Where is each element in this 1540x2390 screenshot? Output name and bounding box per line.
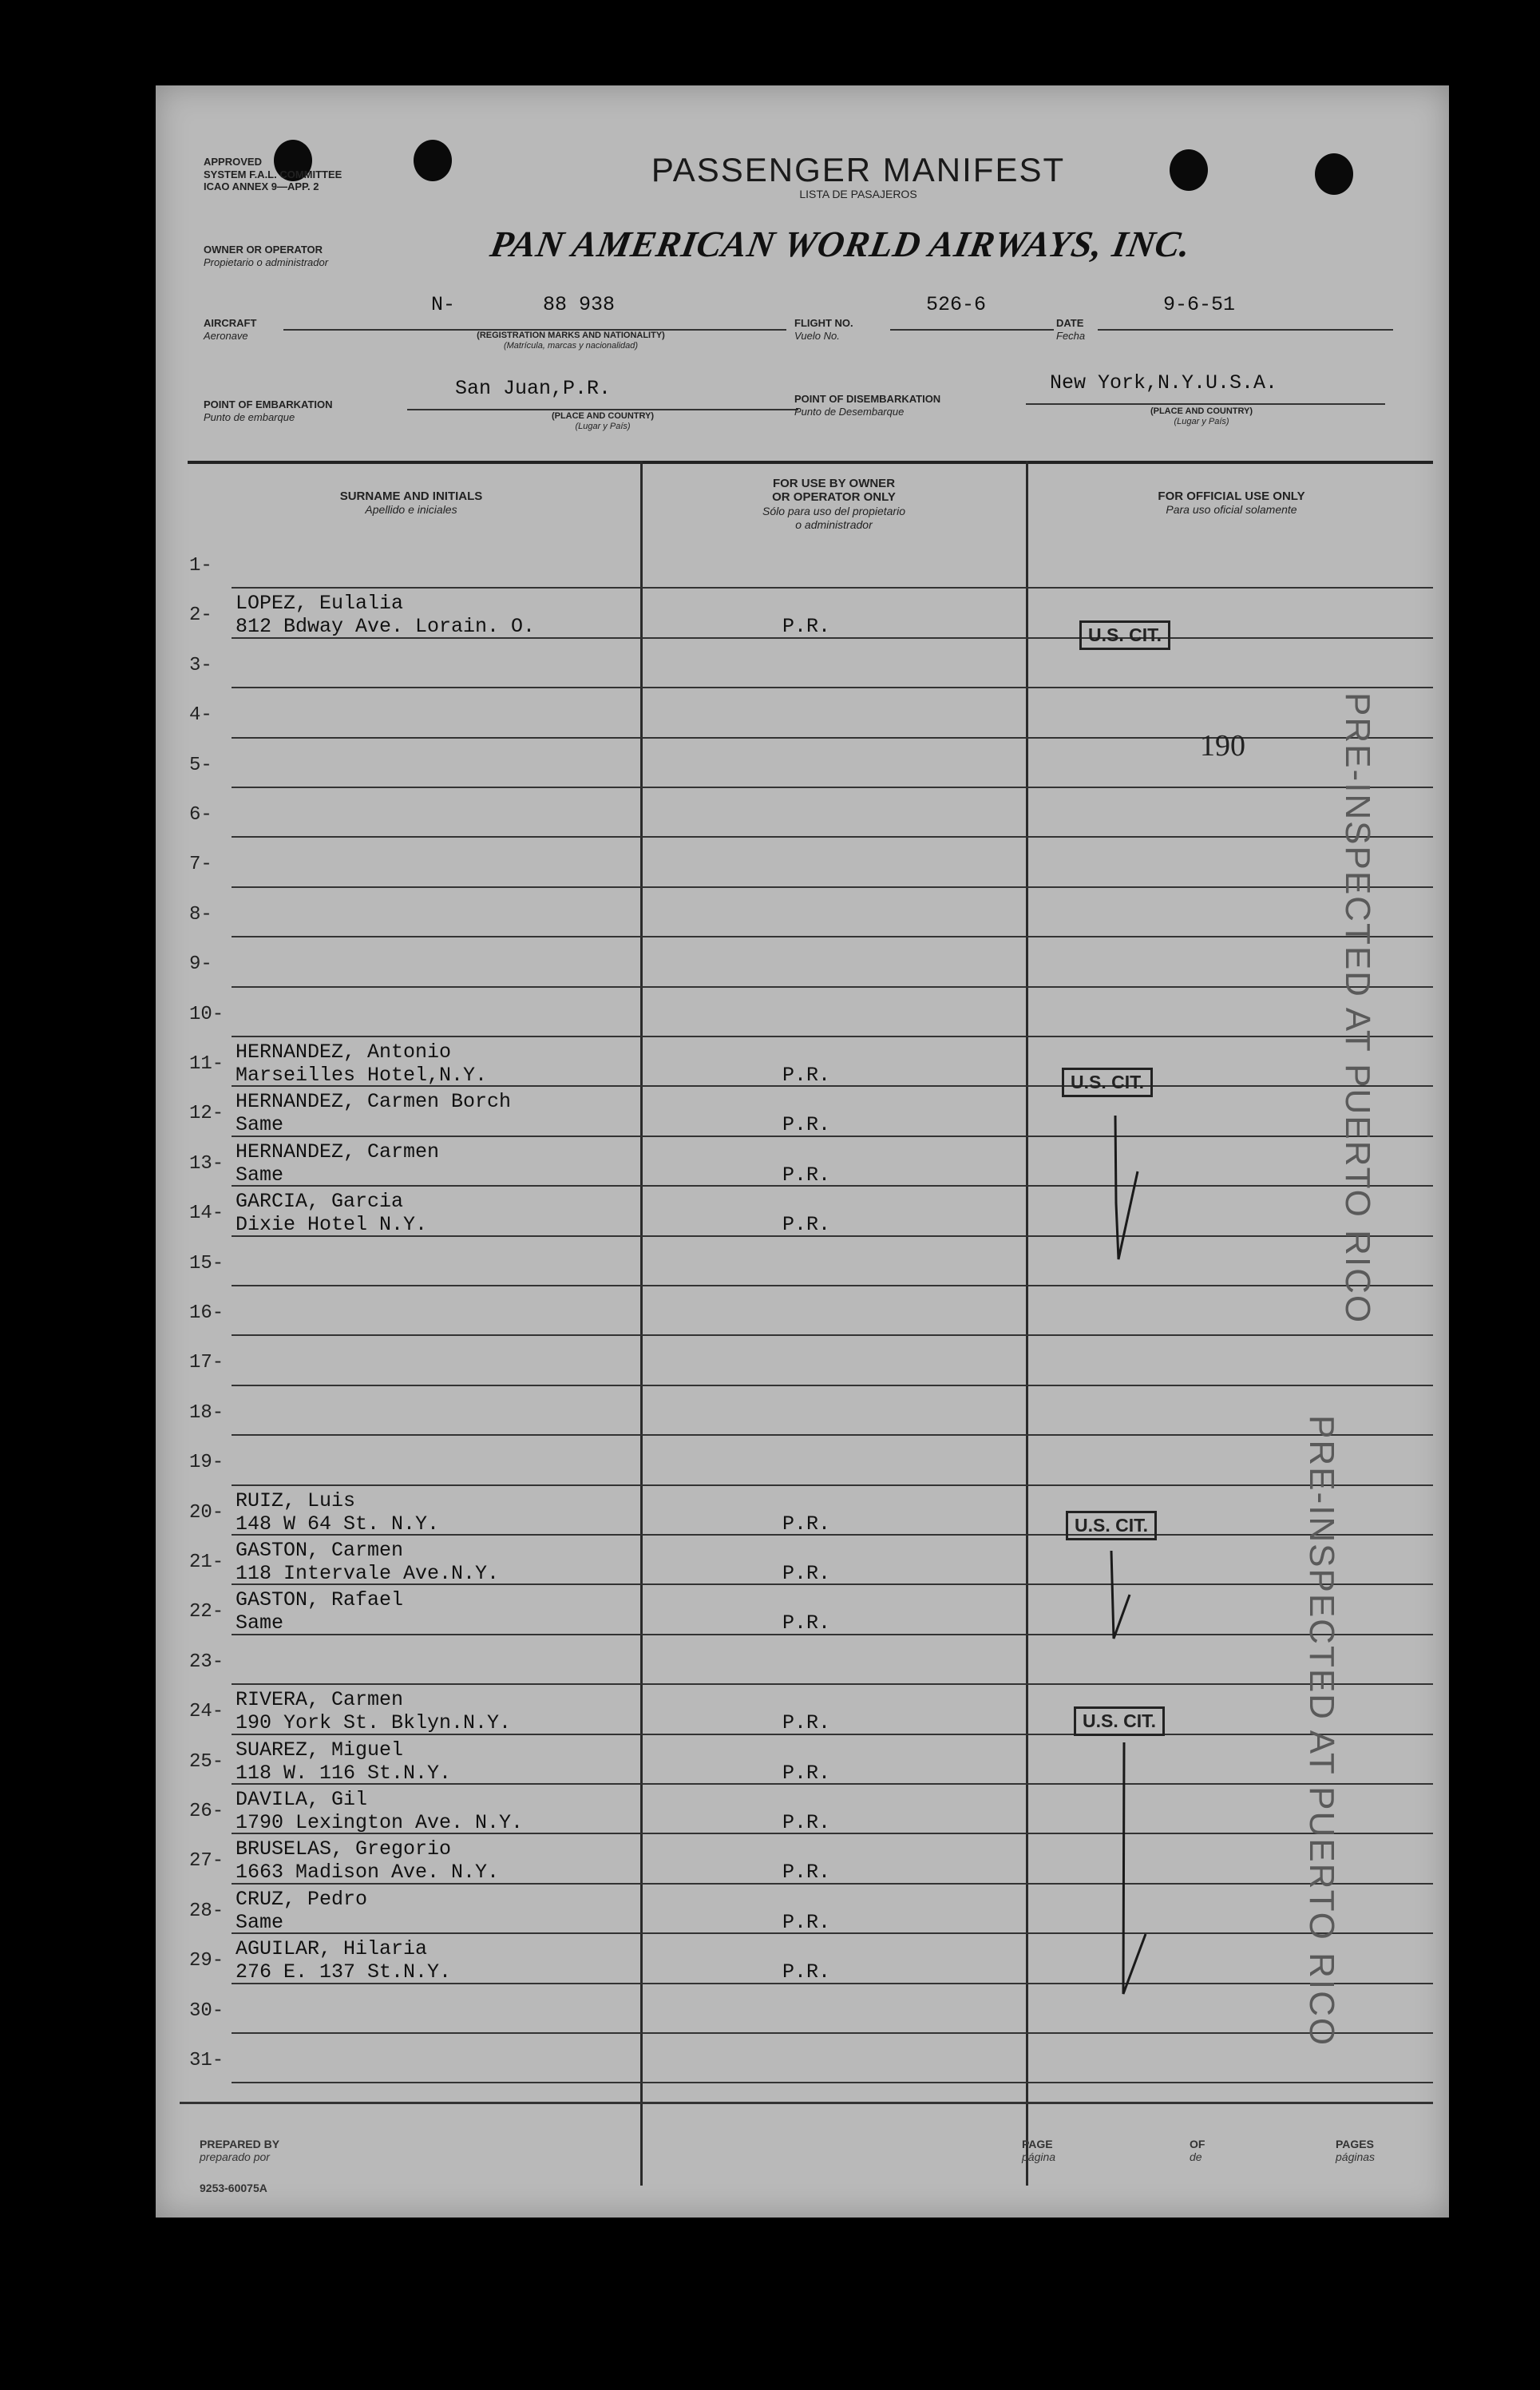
embark-value: San Juan,P.R. <box>455 377 612 400</box>
embark-caption <box>507 411 699 432</box>
passenger-address: 276 E. 137 St.N.Y. <box>236 1960 452 1984</box>
row-rule <box>232 1932 1433 1934</box>
embark-caption-text: (PLACE AND COUNTRY) <box>551 411 655 421</box>
passenger-name: RUIZ, Luis <box>236 1488 356 1512</box>
operator-code: P.R. <box>782 1064 831 1087</box>
approval-line-3: ICAO ANNEX 9—APP. 2 <box>204 180 319 193</box>
us-citizen-stamp-4: U.S. CIT. <box>1074 1706 1165 1736</box>
embarkation-label <box>204 398 333 423</box>
passenger-address: 118 Intervale Ave.N.Y. <box>236 1562 500 1585</box>
operator-code: P.R. <box>782 1213 831 1237</box>
approval-line-1: APPROVED <box>204 156 262 168</box>
row-rule <box>232 1434 1433 1436</box>
passenger-address: Marseilles Hotel,N.Y. <box>236 1064 488 1087</box>
passenger-name: LOPEZ, Eulalia <box>236 592 404 616</box>
row-rule <box>232 1634 1433 1635</box>
pages-label <box>1336 2138 1375 2163</box>
row-number: 28- <box>189 1900 224 1922</box>
of-label <box>1190 2138 1205 2163</box>
row-number: 7- <box>189 854 212 876</box>
registration-caption-es: (Matrícula, marcas y nacionalidad) <box>503 341 639 351</box>
column-divider-1 <box>640 461 643 2186</box>
row-rule <box>232 1334 1433 1336</box>
footer-rule <box>180 2102 1433 2104</box>
col2-header-line1: FOR USE BY OWNER <box>772 477 896 490</box>
passenger-address: 812 Bdway Ave. Lorain. O. <box>236 615 536 639</box>
row-rule <box>232 1285 1433 1286</box>
table-top-rule <box>188 461 1433 464</box>
disembark-caption <box>1106 406 1297 427</box>
aircraft-registration: 88 938 <box>543 293 616 316</box>
check-mark-1 <box>1115 1116 1138 1259</box>
row-number: 25- <box>189 1750 224 1773</box>
row-number: 5- <box>189 754 212 776</box>
operator-code: P.R. <box>782 1960 831 1984</box>
flight-label <box>794 317 853 342</box>
row-number: 13- <box>189 1152 224 1175</box>
passenger-name: HERNANDEZ, Carmen Borch <box>236 1090 512 1114</box>
embark-label-es: Punto de embarque <box>204 410 295 423</box>
row-number: 26- <box>189 1801 224 1822</box>
disembark-label-es: Punto de Desembarque <box>794 405 905 418</box>
col2-header-es2: o administrador <box>795 517 873 531</box>
column-header-owner <box>644 477 1023 532</box>
flight-underline <box>890 329 1054 331</box>
row-number: 27- <box>189 1850 224 1873</box>
registration-caption <box>395 331 746 351</box>
page-label-es: página <box>1022 2150 1056 2163</box>
col3-header-es: Para uso oficial solamente <box>1166 503 1297 517</box>
passenger-address: 148 W 64 St. N.Y. <box>236 1512 440 1536</box>
row-number: 9- <box>189 953 212 976</box>
punch-hole-2 <box>414 140 452 181</box>
row-number: 18- <box>189 1401 224 1424</box>
col1-header-es: Apellido e iniciales <box>365 503 457 517</box>
row-rule <box>232 936 1433 937</box>
check-mark-2 <box>1111 1551 1130 1639</box>
form-subtitle: LISTA DE PASAJEROS <box>799 188 917 200</box>
row-rule <box>232 737 1433 739</box>
row-number: 31- <box>189 2050 224 2071</box>
row-number: 14- <box>189 1203 224 1225</box>
row-number: 29- <box>189 1950 224 1972</box>
row-number: 24- <box>189 1701 224 1723</box>
passenger-address: Dixie Hotel N.Y. <box>236 1213 428 1237</box>
operator-code: P.R. <box>782 1811 831 1834</box>
aircraft-label-es: Aeronave <box>204 329 248 342</box>
operator-code: P.R. <box>782 1512 831 1536</box>
row-number: 6- <box>189 804 212 826</box>
pre-inspected-stamp-2: PRE-INSPECTED AT PUERTO RICO <box>1302 1415 1341 2047</box>
passenger-address: Same <box>236 1163 284 1187</box>
passenger-name: AGUILAR, Hilaria <box>236 1937 428 1961</box>
passenger-address: Same <box>236 1910 284 1934</box>
approval-note <box>204 156 411 193</box>
row-number: 15- <box>189 1252 224 1274</box>
punch-hole-3 <box>1170 149 1208 191</box>
row-number: 3- <box>189 654 212 676</box>
row-number: 16- <box>189 1302 224 1324</box>
embark-label-text: POINT OF EMBARKATION <box>204 398 333 410</box>
prepared-by-label: PREPARED BY <box>200 2138 280 2150</box>
row-rule <box>232 1185 1433 1187</box>
page-label-text: PAGE <box>1022 2138 1053 2150</box>
disembark-label-text: POINT OF DISEMBARKATION <box>794 393 941 405</box>
row-rule <box>232 836 1433 838</box>
row-number: 22- <box>189 1601 224 1623</box>
row-number: 20- <box>189 1501 224 1524</box>
row-rule <box>232 1385 1433 1386</box>
passenger-name: GARCIA, Garcia <box>236 1190 404 1214</box>
row-rule <box>232 1136 1433 1137</box>
passenger-name: SUAREZ, Miguel <box>236 1738 404 1762</box>
owner-label-text: OWNER OR OPERATOR <box>204 244 323 256</box>
passenger-address: Same <box>236 1113 284 1137</box>
operator-code: P.R. <box>782 1611 831 1635</box>
column-divider-2 <box>1026 461 1028 2186</box>
row-number: 11- <box>189 1053 224 1075</box>
pre-inspected-stamp-1: PRE-INSPECTED AT PUERTO RICO <box>1338 692 1377 1325</box>
handwritten-number: 190 <box>1200 729 1245 763</box>
passenger-name: CRUZ, Pedro <box>236 1887 368 1911</box>
of-label-es: de <box>1190 2150 1202 2163</box>
prepared-by-es: preparado por <box>200 2150 270 2163</box>
row-rule <box>232 787 1433 788</box>
row-rule <box>232 886 1433 888</box>
aircraft-label-text: AIRCRAFT <box>204 317 257 329</box>
row-rule <box>232 986 1433 988</box>
flight-number: 526-6 <box>926 293 987 316</box>
operator-code: P.R. <box>782 1761 831 1785</box>
passenger-name: HERNANDEZ, Carmen <box>236 1140 440 1163</box>
prepared-by <box>200 2138 279 2163</box>
row-number: 19- <box>189 1452 224 1474</box>
date-label-text: DATE <box>1056 317 1084 329</box>
flight-label-text: FLIGHT NO. <box>794 317 853 329</box>
embark-caption-es: (Lugar y País) <box>575 422 631 432</box>
page-label <box>1022 2138 1055 2163</box>
row-number: 30- <box>189 2000 224 2022</box>
row-rule <box>232 1683 1433 1685</box>
passenger-name: GASTON, Carmen <box>236 1539 404 1562</box>
operator-code: P.R. <box>782 1711 831 1735</box>
punch-hole-4 <box>1315 153 1353 195</box>
column-header-surname <box>188 489 635 517</box>
us-citizen-stamp-3: U.S. CIT. <box>1066 1511 1157 1540</box>
row-rule <box>232 1036 1433 1037</box>
aircraft-prefix: N- <box>431 293 456 316</box>
flight-label-es: Vuelo No. <box>794 329 840 342</box>
row-number: 17- <box>189 1352 224 1374</box>
disembarkation-label <box>794 393 940 418</box>
flight-date: 9-6-51 <box>1163 293 1236 316</box>
pages-label-text: PAGES <box>1336 2138 1374 2150</box>
passenger-name: BRUSELAS, Gregorio <box>236 1837 452 1861</box>
form-code: 9253-60075A <box>200 2182 267 2194</box>
passenger-address: 1790 Lexington Ave. N.Y. <box>236 1811 524 1834</box>
row-rule <box>232 2032 1433 2034</box>
date-label-es: Fecha <box>1056 329 1086 342</box>
row-rule <box>232 2082 1433 2083</box>
us-citizen-stamp-1: U.S. CIT. <box>1079 620 1170 650</box>
col2-header-line2: OR OPERATOR ONLY <box>772 490 896 505</box>
row-rule <box>232 1484 1433 1486</box>
row-number: 12- <box>189 1103 224 1125</box>
col3-header-text: FOR OFFICIAL USE ONLY <box>1158 489 1305 503</box>
operator-code: P.R. <box>782 615 831 639</box>
operator-code: P.R. <box>782 1113 831 1137</box>
operator-code: P.R. <box>782 1562 831 1585</box>
check-mark-3 <box>1123 1742 1146 1994</box>
disembark-underline <box>1026 403 1385 405</box>
us-citizen-stamp-2: U.S. CIT. <box>1062 1068 1153 1097</box>
disembark-caption-es: (Lugar y País) <box>1174 417 1229 427</box>
embark-underline <box>407 409 798 410</box>
owner-label <box>204 244 328 268</box>
approval-line-2: SYSTEM F.A.L. COMMITTEE <box>204 168 342 180</box>
column-header-official <box>1030 489 1433 517</box>
of-label-text: OF <box>1190 2138 1205 2150</box>
aircraft-label <box>204 317 256 342</box>
row-number: 2- <box>189 604 212 627</box>
row-rule <box>232 587 1433 589</box>
form-title: PASSENGER MANIFEST <box>651 151 1066 188</box>
col2-header-es1: Sólo para uso del propietario <box>762 504 905 517</box>
row-number: 23- <box>189 1651 224 1673</box>
passenger-name: DAVILA, Gil <box>236 1788 368 1811</box>
operator-code: P.R. <box>782 1861 831 1885</box>
passenger-name: HERNANDEZ, Antonio <box>236 1040 452 1064</box>
col1-header-text: SURNAME AND INITIALS <box>339 489 483 503</box>
disembark-caption-text: (PLACE AND COUNTRY) <box>1150 406 1253 416</box>
passenger-name: RIVERA, Carmen <box>236 1688 404 1712</box>
operator-code: P.R. <box>782 1910 831 1934</box>
manifest-sheet <box>156 85 1449 2218</box>
disembark-value: New York,N.Y.U.S.A. <box>1050 371 1278 394</box>
row-number: 10- <box>189 1003 224 1025</box>
row-rule <box>232 687 1433 688</box>
row-number: 8- <box>189 903 212 925</box>
operator-name: PAN AMERICAN WORLD AIRWAYS, INC. <box>487 224 1194 264</box>
passenger-address: Same <box>236 1611 284 1635</box>
pages-label-es: páginas <box>1336 2150 1376 2163</box>
date-underline <box>1098 329 1393 331</box>
passenger-name: GASTON, Rafael <box>236 1588 404 1612</box>
date-label <box>1056 317 1085 342</box>
row-number: 21- <box>189 1552 224 1573</box>
passenger-address: 190 York St. Bklyn.N.Y. <box>236 1711 512 1735</box>
row-number: 1- <box>189 555 212 577</box>
owner-label-es: Propietario o administrador <box>204 256 329 268</box>
registration-caption-text: (REGISTRATION MARKS AND NATIONALITY) <box>477 331 665 340</box>
operator-code: P.R. <box>782 1163 831 1187</box>
passenger-address: 118 W. 116 St.N.Y. <box>236 1761 452 1785</box>
row-number: 4- <box>189 704 212 727</box>
passenger-address: 1663 Madison Ave. N.Y. <box>236 1861 500 1885</box>
